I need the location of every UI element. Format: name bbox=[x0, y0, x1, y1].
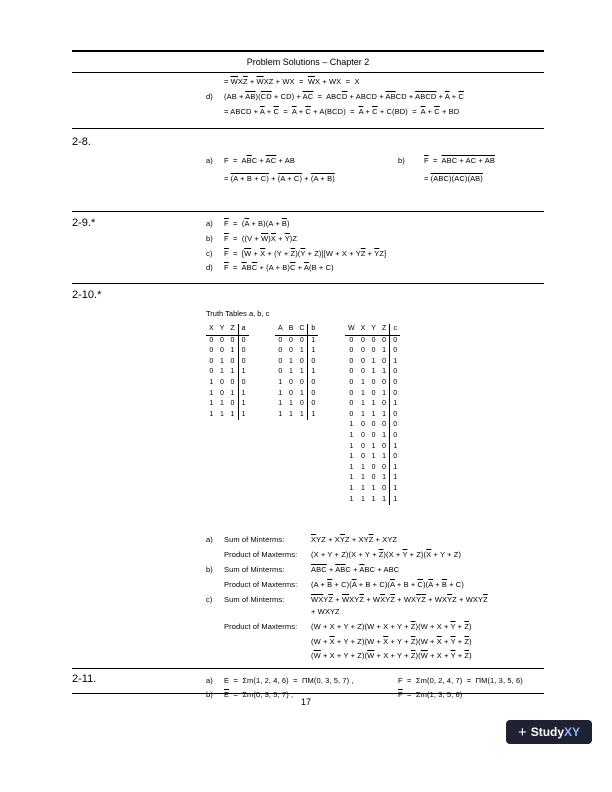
truth-table-caption: Truth Tables a, b, c bbox=[206, 309, 270, 318]
term-label: Sum of Minterms: bbox=[224, 595, 285, 604]
table-cell: 0 bbox=[390, 431, 400, 442]
equation: $\overline{F} = [\overline{W} + \overline{X} + (Y + \overline{Z})(\overline{Y} + Z)][W + X + Y\overline{Z} + \overline{Y}Z]$ bbox=[224, 249, 387, 258]
table-cell: 0 bbox=[382, 463, 387, 471]
table-row bbox=[206, 357, 249, 368]
table-row bbox=[206, 335, 249, 346]
table-cell: 1 bbox=[220, 410, 224, 418]
table-cell: 0 bbox=[308, 378, 318, 389]
table-cell: 0 bbox=[360, 453, 365, 461]
equation: $\overline{F} = (\overline{A} + B)(A + \overline{B})$ bbox=[224, 219, 290, 228]
table-cell: 1 bbox=[238, 399, 248, 410]
table-cell: 1 bbox=[390, 484, 400, 495]
p210-line bbox=[206, 565, 399, 574]
column-header: Y bbox=[368, 324, 379, 335]
table-cell: 1 bbox=[371, 442, 376, 450]
table-cell: 1 bbox=[382, 474, 387, 482]
item-label: d) bbox=[206, 92, 213, 101]
table-cell: 1 bbox=[382, 453, 387, 461]
item-label: b) bbox=[398, 156, 405, 165]
table-row bbox=[345, 484, 400, 495]
table-cell: 1 bbox=[278, 378, 283, 386]
table-row bbox=[345, 420, 400, 431]
table-cell: 1 bbox=[299, 389, 304, 397]
table-row bbox=[345, 495, 400, 506]
section-divider bbox=[72, 283, 544, 284]
p211-line-a-right bbox=[398, 676, 523, 685]
equation: $\overline{F} = ((V + \overline{W})\overline{X} + \overline{Y})Z$ bbox=[224, 234, 298, 243]
table-cell: 0 bbox=[390, 452, 400, 463]
table-cell: 0 bbox=[390, 378, 400, 389]
equation: + WXYZ bbox=[311, 607, 340, 616]
table-cell: 0 bbox=[390, 420, 400, 431]
truth-table-b bbox=[275, 324, 318, 420]
table-cell: 1 bbox=[278, 400, 283, 408]
column-header: A bbox=[275, 324, 286, 335]
table-cell: 1 bbox=[220, 357, 224, 365]
table-cell: 0 bbox=[382, 378, 387, 386]
table-cell: 0 bbox=[289, 347, 293, 355]
p28-line-b2 bbox=[398, 174, 483, 183]
table-cell: 0 bbox=[230, 357, 235, 365]
term-label: Product of Maxterms: bbox=[224, 622, 298, 631]
table-row bbox=[275, 367, 318, 378]
table-row bbox=[206, 399, 249, 410]
table-cell: 1 bbox=[299, 410, 304, 418]
equation: $\overline{F} = \overline{A}B\overline{C} + (A + B)\overline{C} + \overline{A}(B + C)$ bbox=[224, 263, 334, 272]
table-cell: 0 bbox=[220, 389, 224, 397]
table-cell: 1 bbox=[382, 410, 387, 418]
intro-line-2 bbox=[206, 92, 464, 101]
table-cell: 1 bbox=[371, 400, 376, 408]
equation: $\overline{E} = \Sigma m(0$, 3, 5, 7) , bbox=[224, 690, 294, 699]
p210-line bbox=[206, 535, 397, 544]
table-cell: 0 bbox=[238, 357, 248, 368]
table-cell: 0 bbox=[278, 336, 283, 344]
table-cell: 1 bbox=[360, 410, 365, 418]
table-cell: 1 bbox=[209, 400, 214, 408]
table-cell: 1 bbox=[209, 389, 214, 397]
table-cell: 1 bbox=[209, 378, 214, 386]
table-row bbox=[345, 399, 400, 410]
table-row bbox=[275, 399, 318, 410]
table-cell: 0 bbox=[382, 336, 387, 344]
term-label: Product of Maxterms: bbox=[224, 550, 298, 559]
table-cell: 1 bbox=[349, 463, 354, 471]
column-header: Y bbox=[217, 324, 228, 335]
table-cell: 0 bbox=[308, 389, 318, 400]
table-cell: 1 bbox=[349, 495, 354, 503]
table-cell: 0 bbox=[349, 347, 354, 355]
table-row bbox=[206, 367, 249, 378]
table-cell: 1 bbox=[371, 357, 376, 365]
table-cell: 1 bbox=[360, 389, 365, 397]
table-cell: 1 bbox=[360, 400, 365, 408]
table-cell: 1 bbox=[371, 453, 376, 461]
p210-line bbox=[206, 637, 472, 646]
page-number: 17 bbox=[300, 697, 311, 707]
table-row bbox=[345, 452, 400, 463]
table-row bbox=[206, 346, 249, 357]
column-header: b bbox=[308, 324, 318, 335]
table-cell: 0 bbox=[382, 421, 387, 429]
table-cell: 0 bbox=[349, 400, 354, 408]
table-cell: 1 bbox=[360, 378, 365, 386]
column-header: C bbox=[296, 324, 308, 335]
table-cell: 0 bbox=[349, 389, 354, 397]
problem-number-2-10: 2-10.* bbox=[72, 289, 102, 301]
table-cell: 0 bbox=[220, 378, 224, 386]
item-label: d) bbox=[206, 263, 213, 272]
equation: $\overline{A}\overline{B}\overline{C} + \overline{A}\overline{B}C + \overline{A}BC$ + ABC bbox=[311, 565, 400, 574]
footer-rule bbox=[72, 693, 544, 694]
table-cell: 0 bbox=[308, 357, 318, 368]
table-cell: 1 bbox=[289, 357, 293, 365]
table-cell: 0 bbox=[349, 368, 354, 376]
p28-line-a2 bbox=[206, 174, 335, 183]
p210-line bbox=[206, 607, 340, 616]
table-row bbox=[275, 378, 318, 389]
table-cell: 1 bbox=[371, 410, 376, 418]
equation: $(X + Y + Z)(X + Y + \overline{Z})(X + \overline{Y} + Z)(\overline{X} + Y + Z)$ bbox=[311, 550, 462, 559]
table-cell: 0 bbox=[220, 347, 224, 355]
table-cell: 1 bbox=[390, 463, 400, 474]
equation: $(W + X + Y + Z)(W + X + Y + \overline{Z})(W + X + \overline{Y} + \overline{Z})$ bbox=[311, 622, 472, 631]
item-label: a) bbox=[206, 156, 213, 165]
table-cell: 1 bbox=[209, 410, 214, 418]
table-cell: 1 bbox=[238, 367, 248, 378]
p210-line bbox=[206, 651, 472, 660]
intro-line-3 bbox=[206, 107, 459, 116]
plus-icon: + bbox=[517, 723, 527, 741]
table-cell: 1 bbox=[371, 495, 376, 503]
table-cell: 0 bbox=[371, 421, 376, 429]
table-cell: 1 bbox=[278, 410, 283, 418]
table-cell: 0 bbox=[209, 357, 214, 365]
table-cell: 1 bbox=[360, 474, 365, 482]
table-cell: 0 bbox=[360, 347, 365, 355]
term-label: Sum of Minterms: bbox=[224, 535, 285, 544]
equation: F = Σm(0, 2, 4, 7) = ΠM(1, 3, 5, 6) bbox=[398, 676, 523, 685]
table-cell: 0 bbox=[349, 410, 354, 418]
equation: $(W + \overline{X} + Y + Z)(W + \overline{X} + Y + \overline{Z})(W + \overline{X} + \overline{Y} + \overline{Z})$ bbox=[311, 637, 472, 646]
table-cell: 1 bbox=[289, 368, 293, 376]
item-label: a) bbox=[206, 535, 213, 544]
equation: = (ABC)(AC)(AB) bbox=[424, 174, 483, 183]
table-cell: 1 bbox=[230, 347, 235, 355]
column-header: Z bbox=[379, 324, 390, 335]
table-cell: 1 bbox=[230, 368, 235, 376]
table-cell: 0 bbox=[371, 378, 376, 386]
p29-line-c bbox=[206, 249, 386, 258]
table-cell: 0 bbox=[360, 336, 365, 344]
p210-line bbox=[206, 580, 464, 589]
table-row bbox=[345, 431, 400, 442]
table-cell: 1 bbox=[299, 368, 304, 376]
p29-line-d bbox=[206, 263, 334, 272]
table-cell: 1 bbox=[308, 335, 318, 346]
problem-number-2-8: 2-8. bbox=[72, 136, 91, 148]
table-cell: 0 bbox=[308, 399, 318, 410]
table-cell: 0 bbox=[278, 368, 283, 376]
table-cell: 1 bbox=[360, 495, 365, 503]
table-cell: 1 bbox=[382, 368, 387, 376]
table-cell: 1 bbox=[220, 368, 224, 376]
table-cell: 0 bbox=[299, 378, 304, 386]
equation: $(\overline{W} + X + Y + Z)(\overline{W} + X + Y + \overline{Z})(\overline{W} + X + \overline{Y} + \overline{Z})$ bbox=[311, 651, 472, 660]
equation: E = Σm(1, 2, 4, 6) = ΠM(0, 3, 5, 7) , bbox=[224, 676, 354, 685]
table-cell: 0 bbox=[360, 421, 365, 429]
table-cell: 0 bbox=[278, 357, 283, 365]
section-divider bbox=[72, 668, 544, 669]
table-cell: 1 bbox=[371, 484, 376, 492]
equation: $\overline{W}\overline{X}Y\overline{Z} + \overline{W}XY\overline{Z} + W\overline{X}Y\overline{Z} + WX\overline{Y}\overline{Z} + WX\overline{Y}Z + WXY\overline{Z}$ bbox=[311, 595, 488, 604]
table-cell: 1 bbox=[390, 442, 400, 453]
header-top-rule bbox=[72, 50, 544, 52]
table-cell: 1 bbox=[382, 389, 387, 397]
table-cell: 0 bbox=[371, 431, 376, 439]
table-cell: 0 bbox=[299, 336, 304, 344]
table-row bbox=[345, 473, 400, 484]
table-cell: 0 bbox=[390, 410, 400, 421]
item-label: b) bbox=[206, 690, 213, 699]
p211-line-a bbox=[206, 676, 354, 685]
table-cell: 1 bbox=[278, 389, 283, 397]
table-cell: 1 bbox=[360, 463, 365, 471]
table-cell: 1 bbox=[349, 421, 354, 429]
table-cell: 1 bbox=[390, 399, 400, 410]
table-row bbox=[345, 378, 400, 389]
table-cell: 0 bbox=[390, 389, 400, 400]
table-cell: 0 bbox=[220, 336, 224, 344]
equation: = $\overline{W}X\overline{Z} + \overline{W}XZ$ + WX = $\overline{W}X$ + WX = X bbox=[224, 77, 360, 86]
table-cell: 1 bbox=[289, 410, 293, 418]
table-cell: 1 bbox=[382, 495, 387, 503]
p29-line-a bbox=[206, 219, 290, 228]
p210-line bbox=[206, 550, 461, 559]
term-label: Product of Maxterms: bbox=[224, 580, 298, 589]
table-cell: 0 bbox=[360, 431, 365, 439]
table-cell: 0 bbox=[371, 389, 376, 397]
table-row bbox=[275, 410, 318, 421]
term-label: Sum of Minterms: bbox=[224, 565, 285, 574]
table-cell: 0 bbox=[371, 474, 376, 482]
equation: = (A + B + C) + (A + C) + (A + B) bbox=[224, 174, 335, 183]
brand-name-xy: XY bbox=[564, 725, 581, 739]
table-cell: 0 bbox=[382, 442, 387, 450]
equation: $\overline{F}$ = ABC + AC + AB bbox=[424, 156, 495, 165]
table-cell: 1 bbox=[349, 431, 354, 439]
column-header: B bbox=[286, 324, 297, 335]
table-row bbox=[345, 463, 400, 474]
table-cell: 1 bbox=[390, 473, 400, 484]
table-row bbox=[345, 367, 400, 378]
header-bottom-rule bbox=[72, 72, 544, 73]
table-cell: 0 bbox=[382, 400, 387, 408]
p210-line bbox=[206, 622, 472, 631]
table-cell: 0 bbox=[360, 368, 365, 376]
item-label: a) bbox=[206, 676, 213, 685]
table-cell: 0 bbox=[230, 400, 235, 408]
table-cell: 0 bbox=[289, 378, 293, 386]
table-cell: 1 bbox=[349, 442, 354, 450]
table-cell: 0 bbox=[299, 400, 304, 408]
equation: $\overline{F} = \Sigma m(1$, 3, 5, 6) bbox=[398, 690, 463, 699]
p28-line-b bbox=[398, 156, 495, 165]
table-row bbox=[275, 389, 318, 400]
table-row bbox=[206, 378, 249, 389]
table-cell: 0 bbox=[238, 378, 248, 389]
table-cell: 0 bbox=[360, 442, 365, 450]
table-row bbox=[345, 346, 400, 357]
p28-line-a bbox=[206, 156, 295, 165]
table-cell: 0 bbox=[289, 336, 293, 344]
truth-table-a bbox=[206, 324, 249, 420]
column-header: a bbox=[238, 324, 248, 335]
table-cell: 0 bbox=[289, 389, 293, 397]
table-cell: 0 bbox=[382, 484, 387, 492]
table-cell: 1 bbox=[390, 357, 400, 368]
table-cell: 1 bbox=[238, 410, 248, 421]
table-cell: 0 bbox=[349, 378, 354, 386]
table-cell: 0 bbox=[209, 368, 214, 376]
brand-name-study: Study bbox=[530, 725, 565, 739]
table-cell: 0 bbox=[382, 357, 387, 365]
item-label: c) bbox=[206, 249, 213, 258]
table-cell: 0 bbox=[390, 335, 400, 346]
column-header: Z bbox=[227, 324, 238, 335]
problem-number-2-11: 2-11. bbox=[72, 673, 97, 685]
equation: $(AB + \overline{A}\overline{B})(\overline{C}\overline{D} + CD) + \overline{AC} = ABC\overline{D}$ + ABCD + $\overline{A}\overline{B}CD + \overline{A}\overline{B}\overline{C}\overline{D} + \overline{A} + \overline{C}$ bbox=[224, 92, 464, 101]
equation: = ABCD + $\overline{A} + \overline{C} = \overline{A} + \overline{C} + A(BCD) = \overline{A} + \overline{C} + C(BD) = \overline{A} + \overline{C}$ + BD bbox=[224, 107, 460, 116]
table-cell: 1 bbox=[349, 474, 354, 482]
table-row bbox=[345, 357, 400, 368]
table-cell: 0 bbox=[360, 357, 365, 365]
table-cell: 0 bbox=[390, 346, 400, 357]
section-divider bbox=[72, 128, 544, 129]
table-row bbox=[275, 335, 318, 346]
item-label: a) bbox=[206, 219, 213, 228]
table-cell: 1 bbox=[289, 400, 293, 408]
table-cell: 0 bbox=[349, 357, 354, 365]
page-header-title: Problem Solutions – Chapter 2 bbox=[246, 57, 370, 67]
column-header: X bbox=[206, 324, 217, 335]
section-divider bbox=[72, 211, 544, 212]
table-row bbox=[345, 335, 400, 346]
table-cell: 0 bbox=[209, 347, 214, 355]
p29-line-b bbox=[206, 234, 297, 243]
table-row bbox=[275, 357, 318, 368]
table-row bbox=[275, 346, 318, 357]
table-cell: 1 bbox=[360, 484, 365, 492]
table-cell: 1 bbox=[308, 367, 318, 378]
table-cell: 1 bbox=[349, 484, 354, 492]
table-row bbox=[345, 389, 400, 400]
item-label: c) bbox=[206, 595, 213, 604]
p210-line bbox=[206, 595, 488, 604]
table-cell: 0 bbox=[230, 378, 235, 386]
column-header: W bbox=[345, 324, 358, 335]
table-cell: 1 bbox=[308, 346, 318, 357]
table-cell: 0 bbox=[230, 336, 235, 344]
equation: $\overline{X}YZ + X\overline{Y}Z + XY\overline{Z}$ + XYZ bbox=[311, 535, 398, 544]
equation: $(A + \overline{B} + C)(\overline{A} + B + C)(\overline{A} + B + \overline{C})(\overline{A} + \overline{B} + C)$ bbox=[311, 580, 464, 589]
item-label: b) bbox=[206, 565, 213, 574]
table-row bbox=[206, 389, 249, 400]
table-row bbox=[345, 410, 400, 421]
table-cell: 1 bbox=[308, 410, 318, 421]
equation: $F = A\overline{B}C + \overline{A}\overline{C}$ + AB bbox=[224, 156, 295, 165]
table-cell: 1 bbox=[349, 453, 354, 461]
table-cell: 0 bbox=[299, 357, 304, 365]
table-cell: 0 bbox=[371, 347, 376, 355]
column-header: c bbox=[390, 324, 400, 335]
table-cell: 0 bbox=[238, 346, 248, 357]
table-cell: 1 bbox=[220, 400, 224, 408]
table-cell: 1 bbox=[230, 389, 235, 397]
item-label: b) bbox=[206, 234, 213, 243]
intro-line-1 bbox=[206, 77, 360, 86]
column-header: X bbox=[358, 324, 369, 335]
table-cell: 0 bbox=[371, 463, 376, 471]
table-cell: 1 bbox=[382, 431, 387, 439]
table-cell: 0 bbox=[278, 347, 283, 355]
table-cell: 1 bbox=[230, 410, 235, 418]
table-cell: 0 bbox=[390, 367, 400, 378]
table-row bbox=[206, 410, 249, 421]
table-row bbox=[345, 442, 400, 453]
table-cell: 1 bbox=[299, 347, 304, 355]
table-cell: 1 bbox=[371, 368, 376, 376]
table-cell: 1 bbox=[382, 347, 387, 355]
studyxy-badge[interactable] bbox=[506, 720, 592, 744]
table-cell: 0 bbox=[209, 336, 214, 344]
truth-table-c bbox=[345, 324, 400, 505]
problem-number-2-9: 2-9.* bbox=[72, 217, 96, 229]
table-cell: 1 bbox=[238, 389, 248, 400]
table-cell: 0 bbox=[238, 335, 248, 346]
table-cell: 0 bbox=[371, 336, 376, 344]
table-cell: 1 bbox=[390, 495, 400, 506]
table-cell: 0 bbox=[349, 336, 354, 344]
